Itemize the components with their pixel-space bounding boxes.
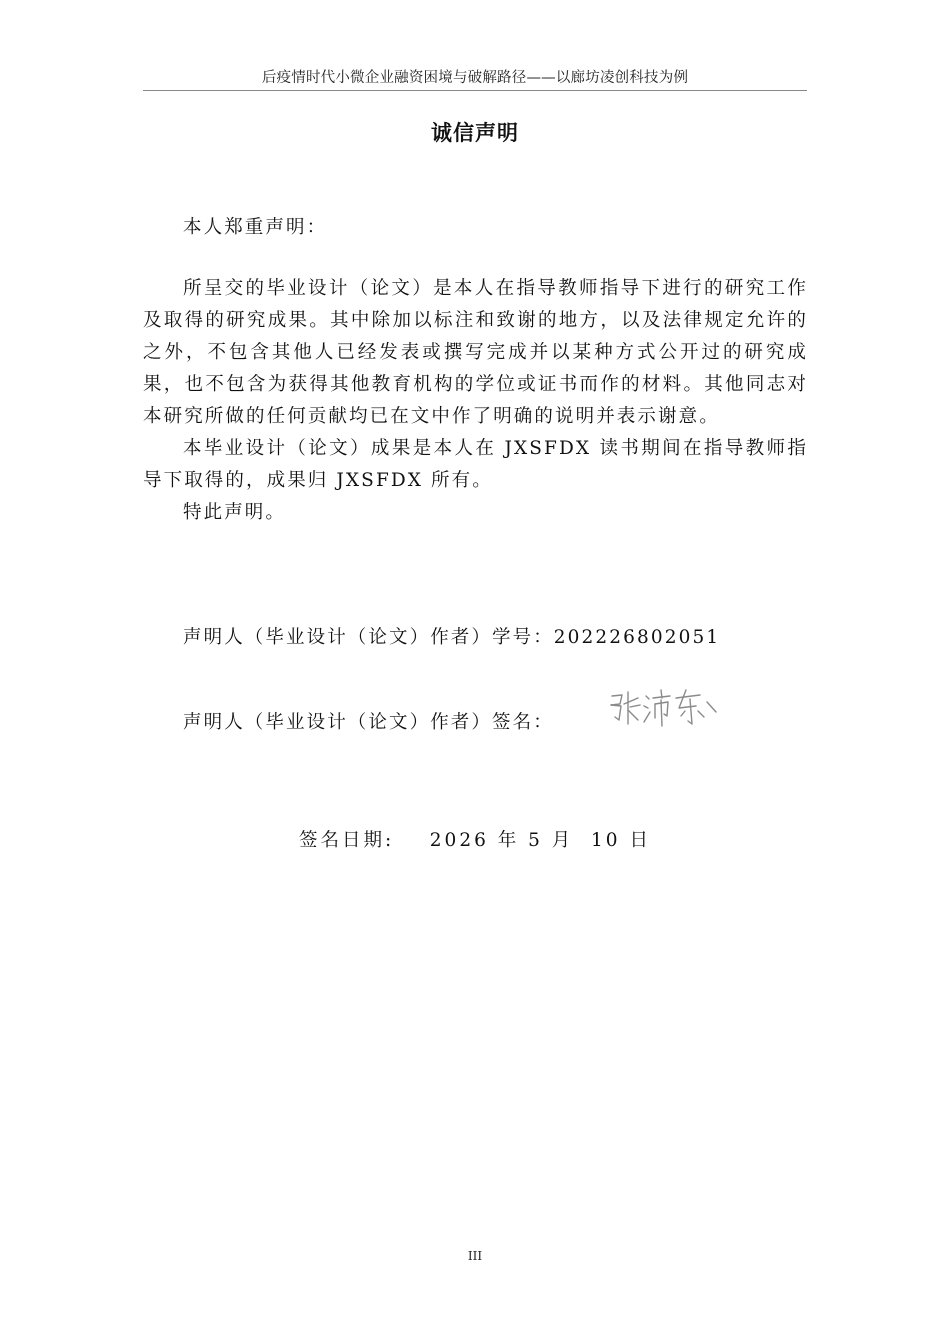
signature-label: 声明人（毕业设计（论文）作者）签名： bbox=[183, 712, 554, 733]
paragraph-ownership: 本毕业设计（论文）成果是本人在 JXSFDX 读书期间在指导教师指导下取得的，成果归 JXSFDX 所有。 bbox=[143, 438, 808, 491]
handwritten-signature bbox=[606, 684, 721, 734]
running-header: 后疫情时代小微企业融资困境与破解路径——以廊坊凌创科技为例 bbox=[261, 70, 689, 86]
signature-date-line: 签名日期: 2026 年 5 月 10 日 bbox=[299, 830, 651, 851]
paragraph-originality: 所呈交的毕业设计（论文）是本人在指导教师指导下进行的研究工作及取得的研究成果。其中除加以标注和致谢的地方，以及法律规定允许的之外，不包含其他人已经发表或撰写完成并以某种方式公开过的研究成果，也不包含为获得其他教育机构的学位或证书而作的材料。其他同志对本研究所做的任何贡献均已在文中作了明确的说明并表示谢意。 bbox=[143, 278, 808, 427]
page-number: III bbox=[467, 1249, 483, 1263]
paragraph-closing: 特此声明。 bbox=[183, 502, 287, 523]
intro-line: 本人郑重声明： bbox=[183, 217, 328, 238]
page-title: 诚信声明 bbox=[431, 121, 519, 145]
declaration-body bbox=[143, 273, 808, 529]
student-id-line: 声明人（毕业设计（论文）作者）学号：202226802051 bbox=[183, 627, 721, 648]
header-rule bbox=[143, 90, 807, 91]
